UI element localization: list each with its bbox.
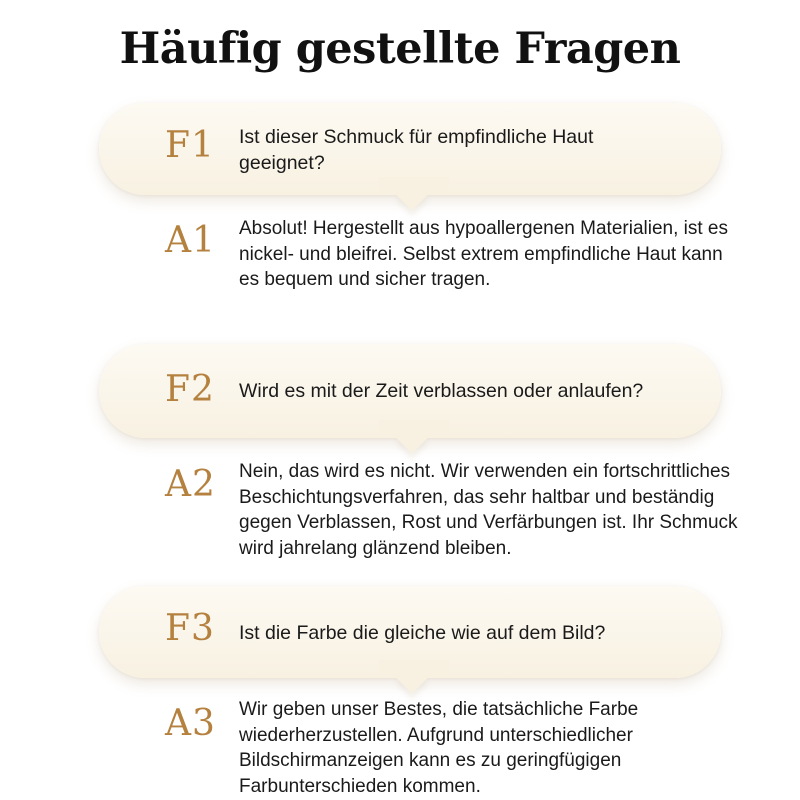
answer-text: Nein, das wird es nicht. Wir verwenden ein fortschrittliches Beschichtungsverfahren, das sehr haltbar und beständig gegen Verblassen, Rost und Verfärbungen ist. Ihr Schmuck wird jahrelang glänzend bleiben. bbox=[239, 461, 738, 559]
answer-label: A2 bbox=[165, 464, 216, 505]
question-bubble[interactable] bbox=[99, 586, 721, 678]
page-title: Häufig gestellte Fragen bbox=[119, 24, 681, 74]
question-label: F1 bbox=[165, 125, 215, 166]
question-bubble[interactable] bbox=[99, 344, 721, 438]
bubble-tail-cover bbox=[379, 420, 449, 438]
bubble-tail-cover bbox=[379, 177, 449, 195]
question-text: Ist die Farbe die gleiche wie auf dem Bild? bbox=[239, 622, 606, 644]
answer-label: A1 bbox=[165, 220, 216, 261]
bubble-tail-cover bbox=[379, 660, 449, 678]
answer-label: A3 bbox=[165, 703, 216, 744]
question-label: F3 bbox=[165, 608, 215, 649]
question-text: Ist dieser Schmuck für empfindliche Haut geeignet? bbox=[239, 126, 594, 174]
question-label: F2 bbox=[165, 369, 215, 410]
question-bubble[interactable] bbox=[99, 103, 721, 195]
answer-text: Absolut! Hergestellt aus hypoallergenen Materialien, ist es nickel- und bleifrei. Selbst extrem empfindliche Haut kann es bequem und sicher tragen. bbox=[239, 218, 728, 290]
answer-text: Wir geben unser Bestes, die tatsächliche Farbe wiederherzustellen. Aufgrund unterschiedlicher Bildschirmanzeigen kann es zu geringfügigen Farbunterschieden kommen. bbox=[239, 699, 639, 797]
question-text: Wird es mit der Zeit verblassen oder anlaufen? bbox=[239, 380, 644, 402]
